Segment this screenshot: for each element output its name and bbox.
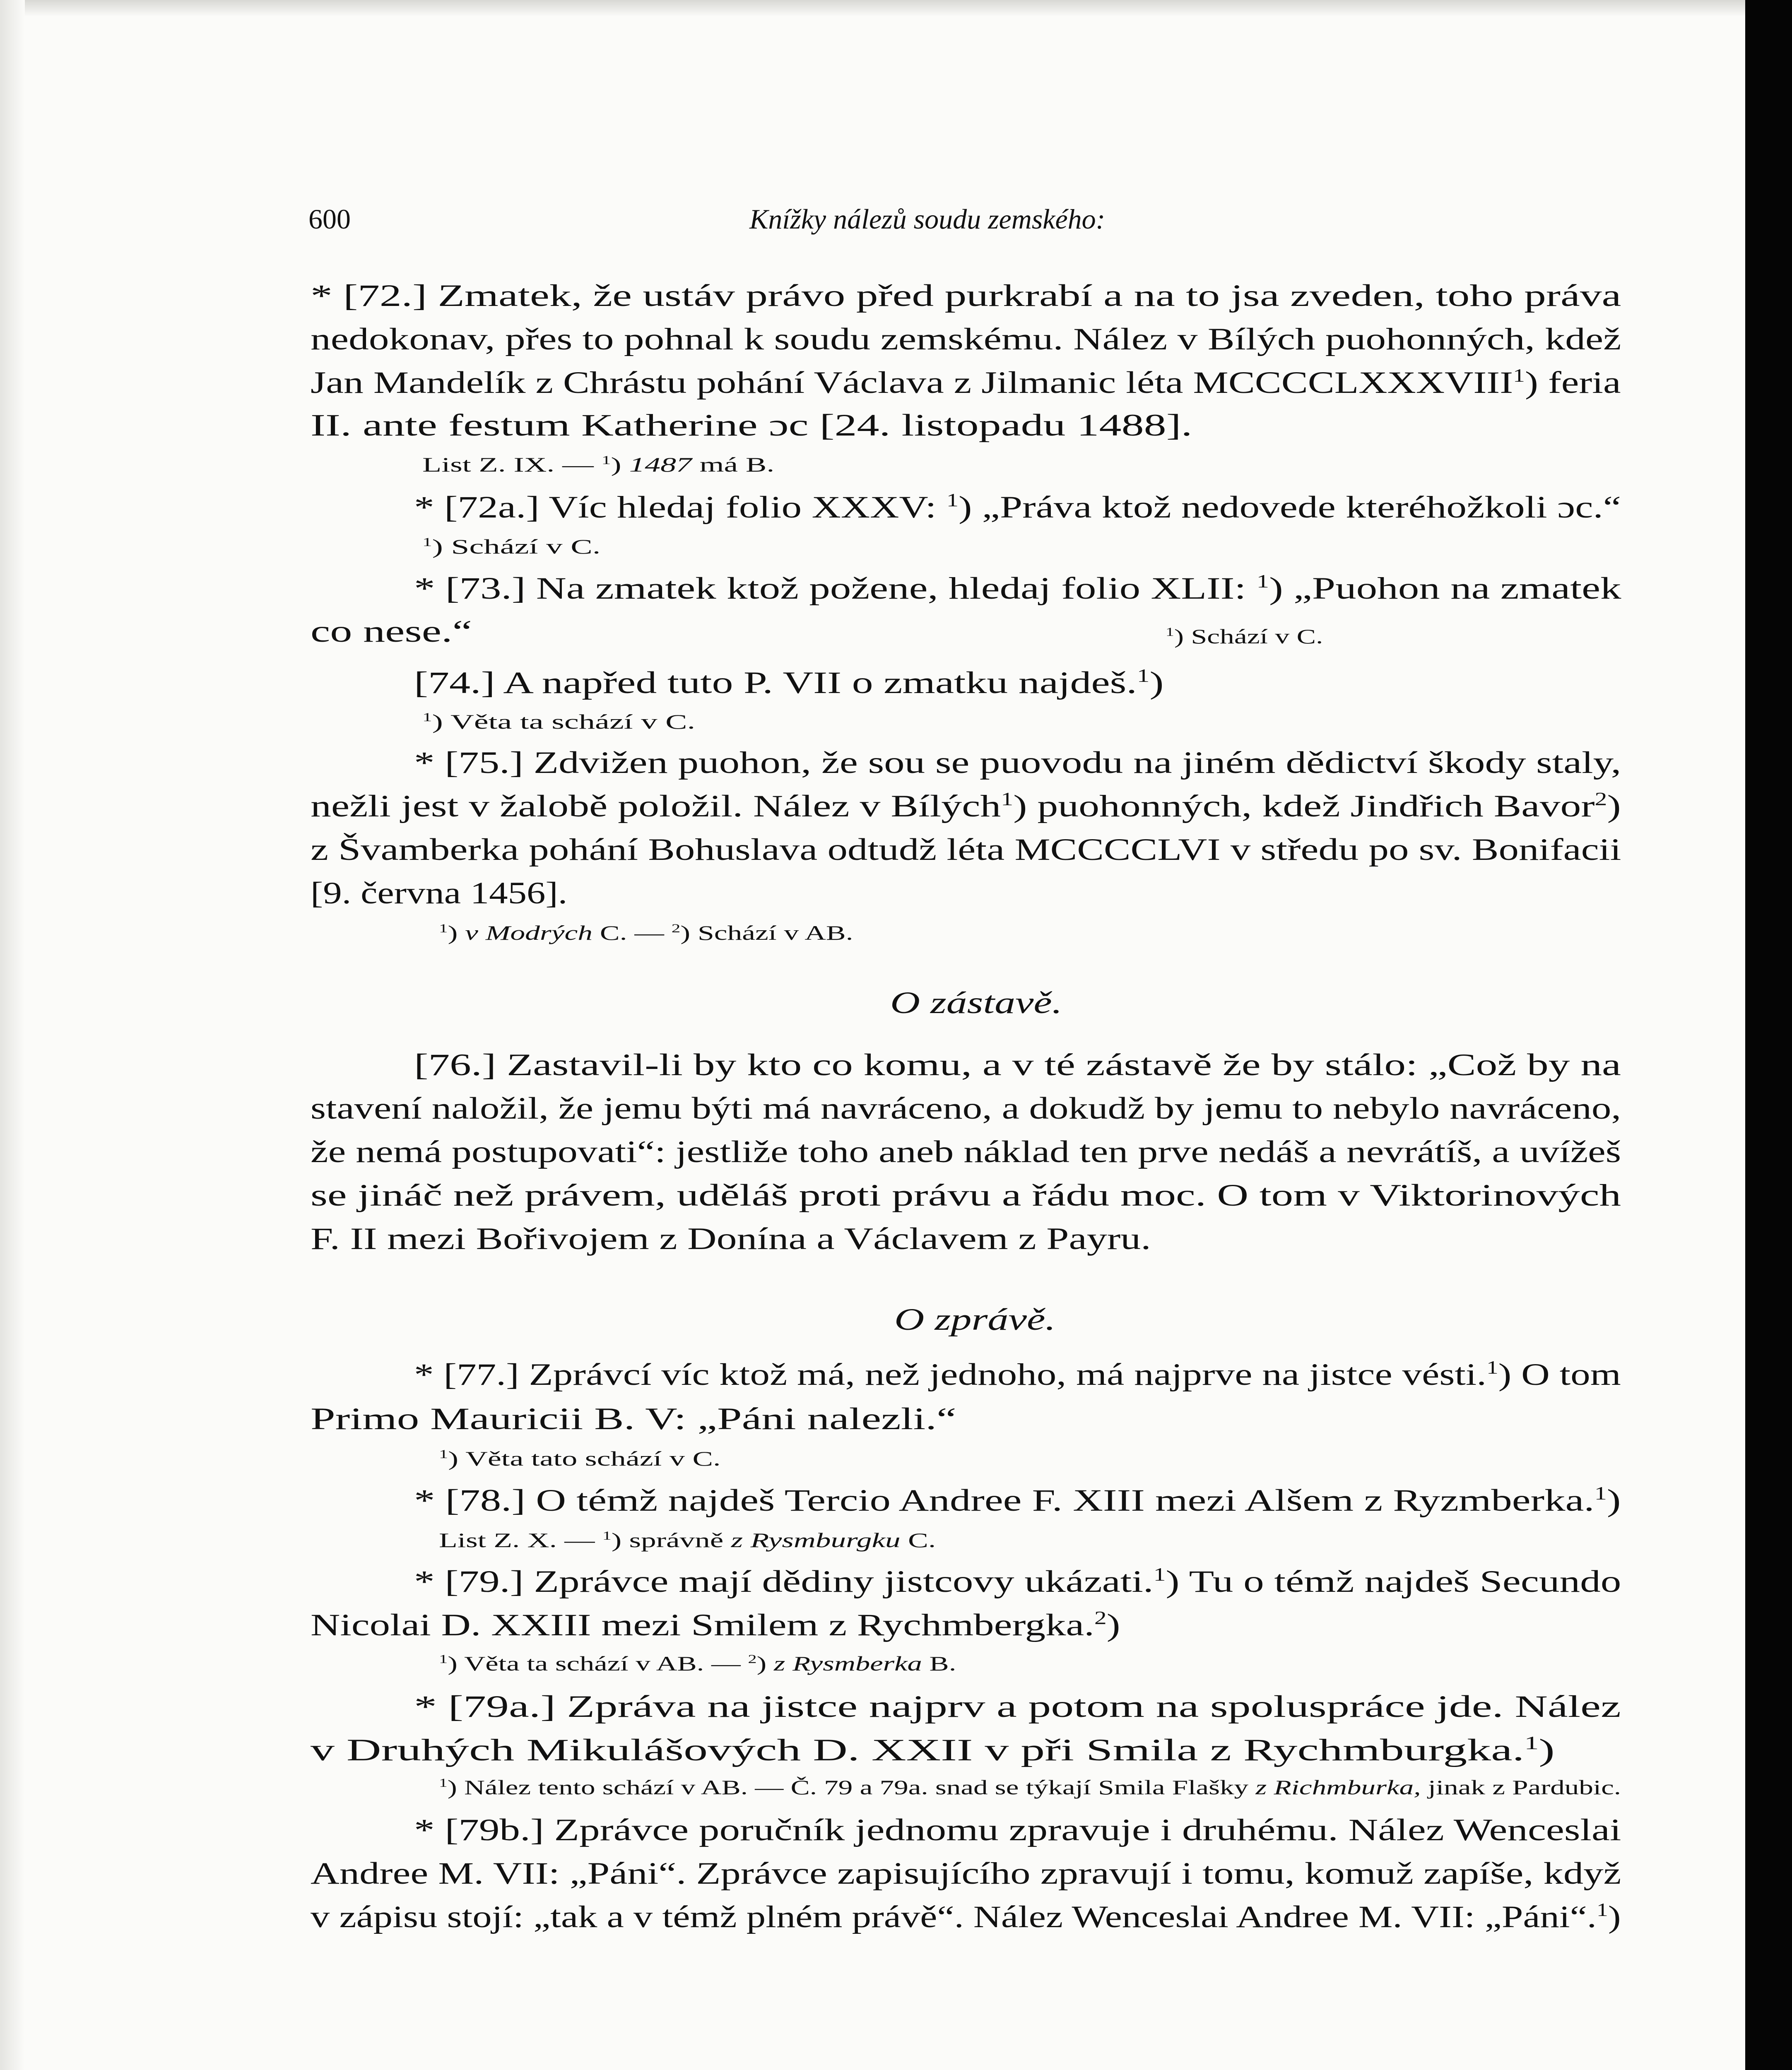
page-top-shadow [0, 0, 1745, 17]
text-line-27: v zápisu stojí: „tak a v témž plném právě“. Nález Wenceslai Andree M. VII: „Páni“.$^1$) [311, 1899, 1621, 1934]
text-line-12: [9. června 1456]. [311, 876, 568, 910]
text-line-17: F. II mezi Bořivojem z Donína a Václavem z Payru. [311, 1222, 1151, 1256]
page-number: 600 [308, 203, 351, 235]
text-line-14: stavení naložil, že jemu býti má navráceno, a dokudž by jemu to nebylo navráceno, [311, 1091, 1621, 1126]
footnote-74: $^1$) Věta ta schází v C. [422, 710, 696, 733]
text-line-01: * [72.] Zmatek, že ustáv právo před purkrabí a na to jsa zveden, toho práva [311, 279, 1621, 313]
text-line-20: * [78.] O témž najdeš Tercio Andree F. XIII mezi Alšem z Ryzmberka.$^1$) [414, 1483, 1621, 1518]
running-head: Knížky nálezů soudu zemského: [749, 203, 1106, 235]
text-line-25: * [79b.] Zprávce poručník jednomu zpravuje i druhému. Nález Wenceslai [414, 1813, 1621, 1847]
section-heading-zastave: O zástavě. [890, 986, 1062, 1020]
text-line-16: se jináč než právem, uděláš proti právu a řádu moc. O tom v Viktorinových [311, 1178, 1621, 1213]
text-line-19: Primo Mauricii B. V: „Páni nalezli.“ [311, 1402, 956, 1436]
text-line-03: Jan Mandelík z Chrástu pohání Václava z Jilmanic léta MCCCCLXXXVIII$^1$) feria [311, 365, 1621, 400]
footnote-73: $^1$) Schází v C. [1166, 625, 1323, 648]
text-line-05: * [72a.] Víc hledaj folio XXXV: $^1$) „Práva ktož nedovede kteréhožkoli ɔc.“ [414, 490, 1621, 525]
footnote-79a: $^1$) Nález tento schází v AB. — Č. 79 a 79a. snad se týkají Smila Flašky z Richmburka, jinak z Pardubic. [439, 1776, 1621, 1799]
text-line-22: Nicolai D. XXIII mezi Smilem z Rychmbergka.$^2$) [311, 1608, 1120, 1642]
text-line-24: v Druhých Mikulášových D. XXII v při Smila z Rychmburgka.$^1$) [311, 1733, 1555, 1767]
text-line-21: * [79.] Zprávce mají dědiny jistcovy ukázati.$^1$) Tu o témž najdeš Secundo [414, 1564, 1621, 1599]
text-line-15: že nemá postupovati“: jestliže toho aneb náklad ten prve nedáš a nevrátíš, a uvížeš [311, 1135, 1621, 1169]
text-line-26: Andree M. VII: „Páni“. Zprávce zapisujícího zpravují i tomu, komuž zapíše, když [311, 1856, 1621, 1891]
text-line-10: nežli jest v žalobě položil. Nález v Bílých$^1$) puohonných, kdež Jindřich Bavor$^2$) [311, 789, 1621, 823]
text-line-06: * [73.] Na zmatek ktož požene, hledaj folio XLII: $^1$) „Puohon na zmatek [414, 571, 1621, 606]
footnote-72a: $^1$) Schází v C. [422, 535, 601, 558]
text-line-23: * [79a.] Zpráva na jistce najprv a potom na spoluspráce jde. Nález [414, 1690, 1621, 1724]
page-left-shadow [0, 0, 25, 2070]
footnote-77: $^1$) Věta tato schází v C. [439, 1447, 721, 1470]
footnote-79: $^1$) Věta ta schází v AB. — $^2$) z Rysmberka B. [439, 1652, 956, 1675]
footnote-72: List Z. IX. — $^1$) 1487 má B. [422, 453, 775, 476]
footnote-78: List Z. X. — $^1$) správně z Rysmburgku C. [439, 1528, 936, 1552]
footnote-75: $^1$) v Modrých C. — $^2$) Schází v AB. [439, 921, 853, 944]
text-line-11: z Švamberka pohání Bohuslava odtudž léta MCCCCLVI v středu po sv. Bonifacii [311, 833, 1621, 867]
text-line-09: * [75.] Zdvižen puohon, že sou se puovodu na jiném dědictví škody staly, [414, 746, 1621, 780]
text-line-18: * [77.] Zprávcí víc ktož má, než jednoho, má najprve na jistce vésti.$^1$) O tom [414, 1357, 1621, 1392]
section-heading-zprave: O zprávě. [894, 1302, 1056, 1337]
text-line-13: [76.] Zastavil-li by kto co komu, a v té zástavě že by stálo: „Což by na [414, 1048, 1621, 1082]
scan-dark-border [1745, 0, 1792, 2070]
text-line-04: II. ante festum Katherine ɔc [24. listopadu 1488]. [311, 408, 1192, 443]
text-line-02: nedokonav, přes to pohnal k soudu zemskému. Nález v Bílých puohonných, kdež [311, 322, 1621, 356]
text-line-07: co nese.“ [311, 614, 472, 649]
text-line-08: [74.] A napřed tuto P. VII o zmatku najdeš.$^1$) [414, 665, 1164, 700]
